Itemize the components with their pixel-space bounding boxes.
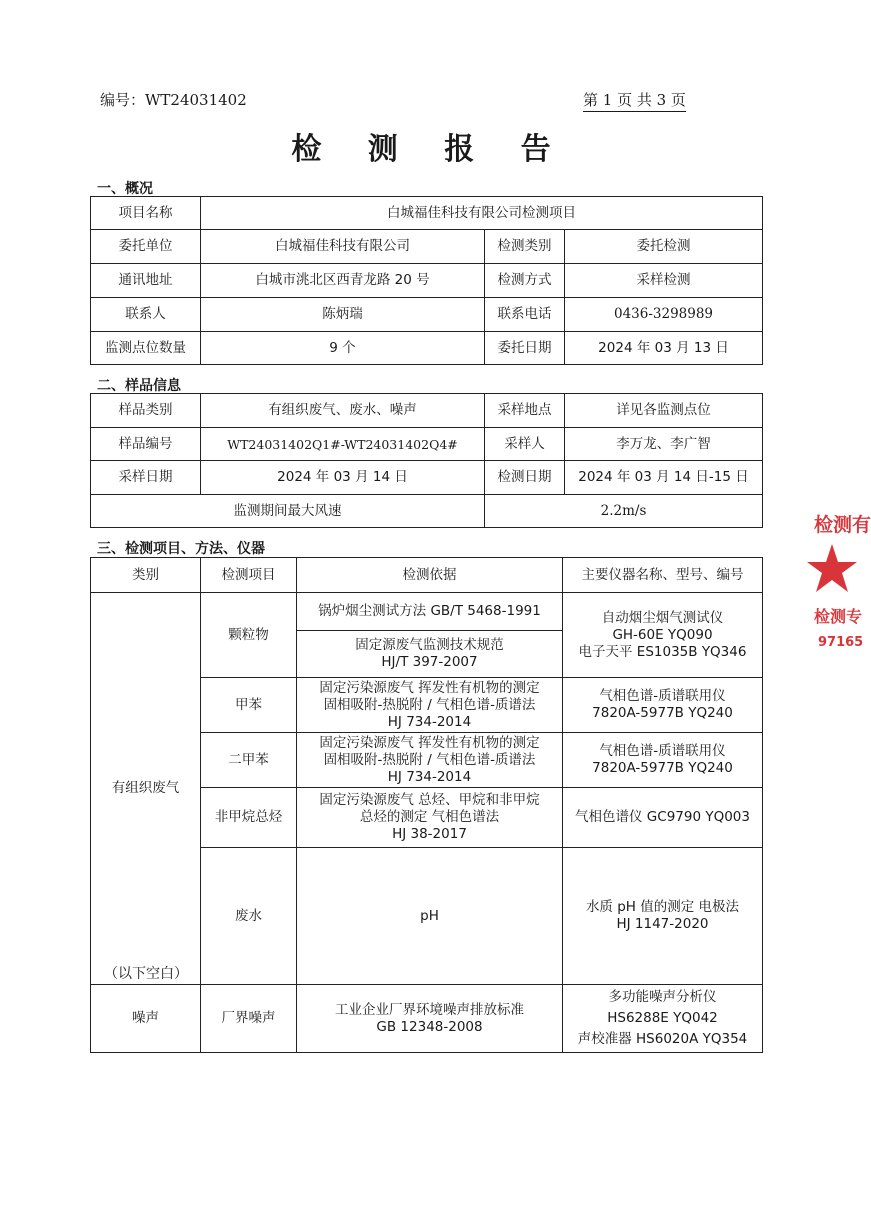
- instrument-xylene-line2: 7820A-5977B YQ240: [592, 760, 733, 776]
- instrument-noise-line2: HS6288E YQ042: [607, 1010, 718, 1026]
- commission-date-value: 2024 年 03 月 13 日: [565, 332, 763, 365]
- test-method-label: 检测方式: [485, 264, 565, 298]
- instrument-toluene-line1: 气相色谱-质谱联用仪: [599, 688, 726, 704]
- category-noise: 噪声: [91, 985, 201, 1053]
- overview-table: [90, 196, 763, 365]
- section-heading-sample: 二、样品信息: [97, 378, 181, 394]
- wind-label: 监测期间最大风速: [91, 495, 485, 528]
- methods-table: [90, 557, 763, 1053]
- sampling-date-label: 采样日期: [91, 461, 201, 495]
- seal-text-mid: 检测专: [814, 607, 863, 626]
- basis-xylene-line2: 固相吸附-热脱附 / 气相色谱-质谱法: [323, 751, 536, 768]
- test-method-value: 采样检测: [565, 264, 763, 298]
- instrument-xylene-line1: 气相色谱-质谱联用仪: [599, 743, 726, 759]
- col-category: 类别: [91, 558, 201, 593]
- sample-id-label: 样品编号: [91, 428, 201, 461]
- basis-particulate-2-line1: 固定源废气监测技术规范: [355, 637, 504, 653]
- sample-id-value: WT24031402Q1#-WT24031402Q4#: [201, 428, 485, 461]
- basis-ph-line1: 水质 pH 值的测定 电极法: [585, 899, 740, 915]
- test-type-value: 委托检测: [565, 230, 763, 264]
- basis-particulate-2: [297, 631, 563, 678]
- project-name-label: 项目名称: [91, 197, 201, 230]
- report-title: 检 测 报 告: [291, 132, 569, 167]
- instrument-toluene-line2: 7820A-5977B YQ240: [592, 705, 733, 721]
- col-item: 检测项目: [201, 558, 297, 593]
- phone-label: 联系电话: [485, 298, 565, 332]
- contact-label: 联系人: [91, 298, 201, 332]
- basis-particulate-2-line2: HJ/T 397-2007: [381, 654, 478, 670]
- basis-noise-line2: GB 12348-2008: [376, 1018, 483, 1035]
- basis-xylene: [297, 733, 563, 788]
- sampler-value: 李万龙、李广智: [565, 428, 763, 461]
- basis-toluene: [297, 678, 563, 733]
- client-label: 委托单位: [91, 230, 201, 264]
- col-basis: 检测依据: [297, 558, 563, 593]
- col-instrument: 主要仪器名称、型号、编号: [563, 558, 763, 593]
- basis-toluene-line3: HJ 734-2014: [387, 713, 472, 730]
- commission-date-label: 委托日期: [485, 332, 565, 365]
- contact-value: 陈炳瑞: [201, 298, 485, 332]
- basis-nmhc-line3: HJ 38-2017: [392, 826, 467, 842]
- item-ph: pH: [297, 848, 563, 985]
- address-value: 白城市洮北区西青龙路 20 号: [201, 264, 485, 298]
- sampler-label: 采样人: [485, 428, 565, 461]
- item-noise: 厂界噪声: [201, 985, 297, 1053]
- seal-text-top: 检测有: [814, 514, 871, 536]
- test-date-value: 2024 年 03 月 14 日-15 日: [565, 461, 763, 495]
- basis-nmhc: [297, 788, 563, 848]
- item-nmhc: 非甲烷总烃: [201, 788, 297, 848]
- category-water: 废水: [201, 848, 297, 985]
- section-heading-overview: 一、概况: [97, 181, 153, 197]
- sampling-site-label: 采样地点: [485, 394, 565, 428]
- client-value: 白城福佳科技有限公司: [201, 230, 485, 264]
- sampling-date-value: 2024 年 03 月 14 日: [201, 461, 485, 495]
- footer-note: （以下空白）: [104, 966, 188, 982]
- instrument-noise: [563, 985, 763, 1053]
- item-particulate: 颗粒物: [201, 593, 297, 678]
- instrument-particulate-line3: 电子天平 ES1035B YQ346: [578, 643, 747, 660]
- sample-table: [90, 393, 763, 528]
- instrument-noise-line3: 声校准器 HS6020A YQ354: [577, 1031, 748, 1047]
- report-number: 编号：WT24031402: [100, 91, 247, 109]
- points-label: 监测点位数量: [91, 332, 201, 365]
- basis-xylene-line3: HJ 734-2014: [387, 768, 472, 785]
- seal-number: 97165: [818, 635, 864, 650]
- test-type-label: 检测类别: [485, 230, 565, 264]
- instrument-particulate-line1: 自动烟尘烟气测试仪: [601, 609, 724, 626]
- instrument-particulate-line2: GH-60E YQ090: [612, 626, 713, 643]
- instrument-nmhc: 气相色谱仪 GC9790 YQ003: [563, 788, 763, 848]
- instrument-toluene: [563, 678, 763, 733]
- basis-toluene-line2: 固相吸附-热脱附 / 气相色谱-质谱法: [323, 696, 536, 713]
- points-value: 9 个: [201, 332, 485, 365]
- project-name-value: 白城福佳科技有限公司检测项目: [201, 197, 763, 230]
- sample-type-label: 样品类别: [91, 394, 201, 428]
- instrument-noise-line1: 多功能噪声分析仪: [608, 989, 717, 1005]
- basis-xylene-line1: 固定污染源废气 挥发性有机物的测定: [319, 734, 540, 751]
- item-toluene: 甲苯: [201, 678, 297, 733]
- basis-nmhc-line2: 总烃的测定 气相色谱法: [359, 809, 500, 825]
- basis-noise: [297, 985, 563, 1053]
- basis-ph: [563, 848, 763, 985]
- basis-nmhc-line1: 固定污染源废气 总烃、甲烷和非甲烷: [319, 792, 540, 808]
- page-info: 第 1 页 共 3 页: [583, 89, 686, 112]
- instrument-particulate: [563, 593, 763, 678]
- seal-star-icon: [810, 542, 860, 596]
- address-label: 通讯地址: [91, 264, 201, 298]
- section-heading-methods: 三、检测项目、方法、仪器: [97, 541, 265, 557]
- item-xylene: 二甲苯: [201, 733, 297, 788]
- test-date-label: 检测日期: [485, 461, 565, 495]
- company-seal: [806, 492, 871, 672]
- basis-ph-line2: HJ 1147-2020: [616, 916, 709, 932]
- basis-toluene-line1: 固定污染源废气 挥发性有机物的测定: [319, 679, 540, 696]
- instrument-xylene: [563, 733, 763, 788]
- phone-value: 0436-3298989: [565, 298, 763, 332]
- sample-type-value: 有组织废气、废水、噪声: [201, 394, 485, 428]
- basis-noise-line1: 工业企业厂界环境噪声排放标准: [335, 1001, 524, 1018]
- wind-value: 2.2m/s: [485, 495, 763, 528]
- sampling-site-value: 详见各监测点位: [565, 394, 763, 428]
- basis-particulate-1: 锅炉烟尘测试方法 GB/T 5468-1991: [297, 593, 563, 631]
- category-gas: 有组织废气: [91, 593, 201, 985]
